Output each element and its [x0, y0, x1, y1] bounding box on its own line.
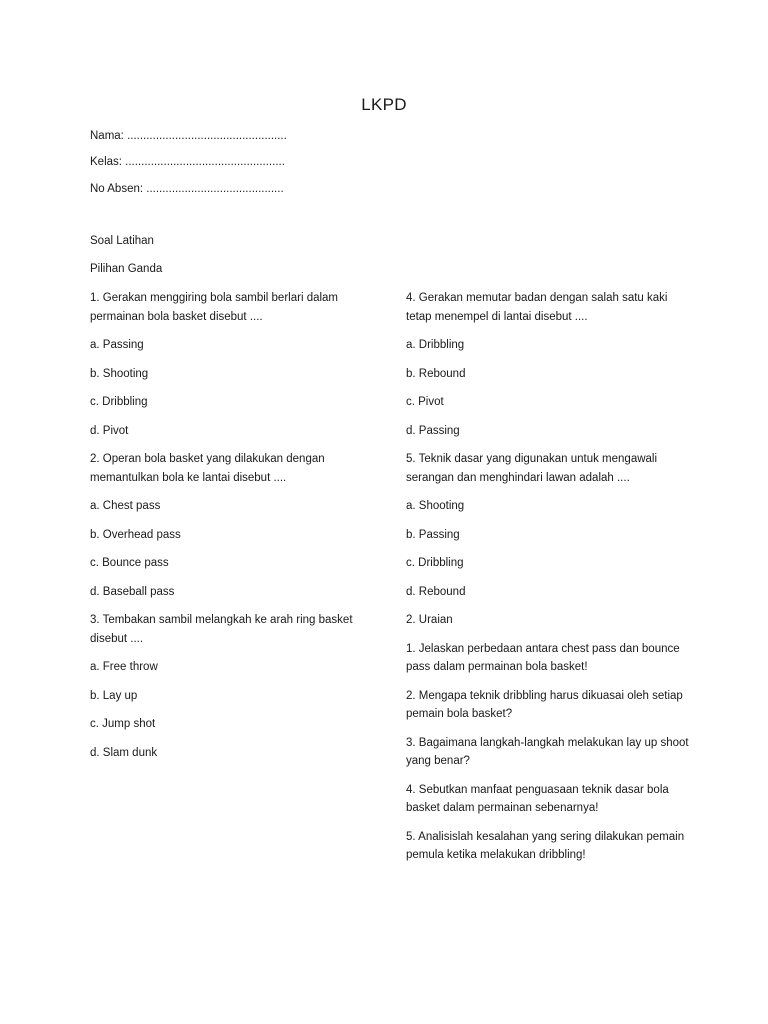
question-1: 1. Gerakan menggiring bola sambil berlari dalam permainan bola basket disebut ....: [90, 292, 339, 323]
question-2-option-a: a. Chest pass: [90, 500, 161, 512]
essay-question-2: 2. Mengapa teknik dribbling harus dikuasai oleh setiap pemain bola basket?: [406, 689, 683, 720]
subsection-title: Pilihan Ganda: [90, 263, 163, 275]
question-4-option-c: c. Pivot: [406, 396, 444, 408]
question-5-option-d: d. Rebound: [406, 585, 466, 598]
question-1-option-d: d. Pivot: [90, 424, 129, 437]
question-2-option-c: c. Bounce pass: [90, 557, 169, 569]
question-3-option-a: a. Free throw: [90, 661, 158, 673]
document-title: LKPD: [361, 95, 407, 114]
question-4-option-a: a. Dribbling: [406, 339, 465, 351]
left-column: [90, 289, 380, 772]
question-5-option-a: a. Shooting: [406, 500, 465, 512]
question-5-option-b: b. Passing: [406, 528, 460, 541]
right-column: [406, 289, 696, 875]
section-title: Soal Latihan: [90, 235, 154, 247]
class-field: Kelas: ..................................................: [90, 156, 285, 168]
question-2-option-d: d. Baseball pass: [90, 585, 175, 598]
question-1-option-a: a. Passing: [90, 339, 144, 351]
question-4-option-d: d. Passing: [406, 424, 460, 437]
question-3: 3. Tembakan sambil melangkah ke arah ring basket disebut ....: [90, 614, 353, 645]
question-4-option-b: b. Rebound: [406, 367, 466, 380]
question-3-option-d: d. Slam dunk: [90, 746, 158, 759]
question-1-option-c: c. Dribbling: [90, 396, 148, 408]
question-5: 5. Teknik dasar yang digunakan untuk mengawali serangan dan menghindari lawan adalah ....: [406, 453, 658, 484]
name-field: Nama: ..................................................: [90, 130, 287, 142]
essay-section-title: 2. Uraian: [406, 614, 453, 626]
essay-question-1: 1. Jelaskan perbedaan antara chest pass dan bounce pass dalam permainan bola basket!: [406, 642, 680, 673]
question-3-option-c: c. Jump shot: [90, 718, 156, 730]
question-3-option-b: b. Lay up: [90, 689, 138, 702]
essay-question-5: 5. Analisislah kesalahan yang sering dilakukan pemain pemula ketika melakukan dribbling!: [406, 830, 685, 861]
question-4: 4. Gerakan memutar badan dengan salah satu kaki tetap menempel di lantai disebut ....: [406, 292, 668, 323]
absence-number-field: No Absen: ...........................................: [90, 183, 284, 195]
question-2-option-b: b. Overhead pass: [90, 528, 181, 541]
essay-question-3: 3. Bagaimana langkah-langkah melakukan lay up shoot yang benar?: [406, 736, 689, 767]
question-1-option-b: b. Shooting: [90, 367, 149, 380]
question-5-option-c: c. Dribbling: [406, 557, 464, 569]
essay-question-4: 4. Sebutkan manfaat penguasaan teknik dasar bola basket dalam permainan sebenarnya!: [406, 783, 669, 814]
question-2: 2. Operan bola basket yang dilakukan dengan memantulkan bola ke lantai disebut ....: [90, 453, 325, 484]
